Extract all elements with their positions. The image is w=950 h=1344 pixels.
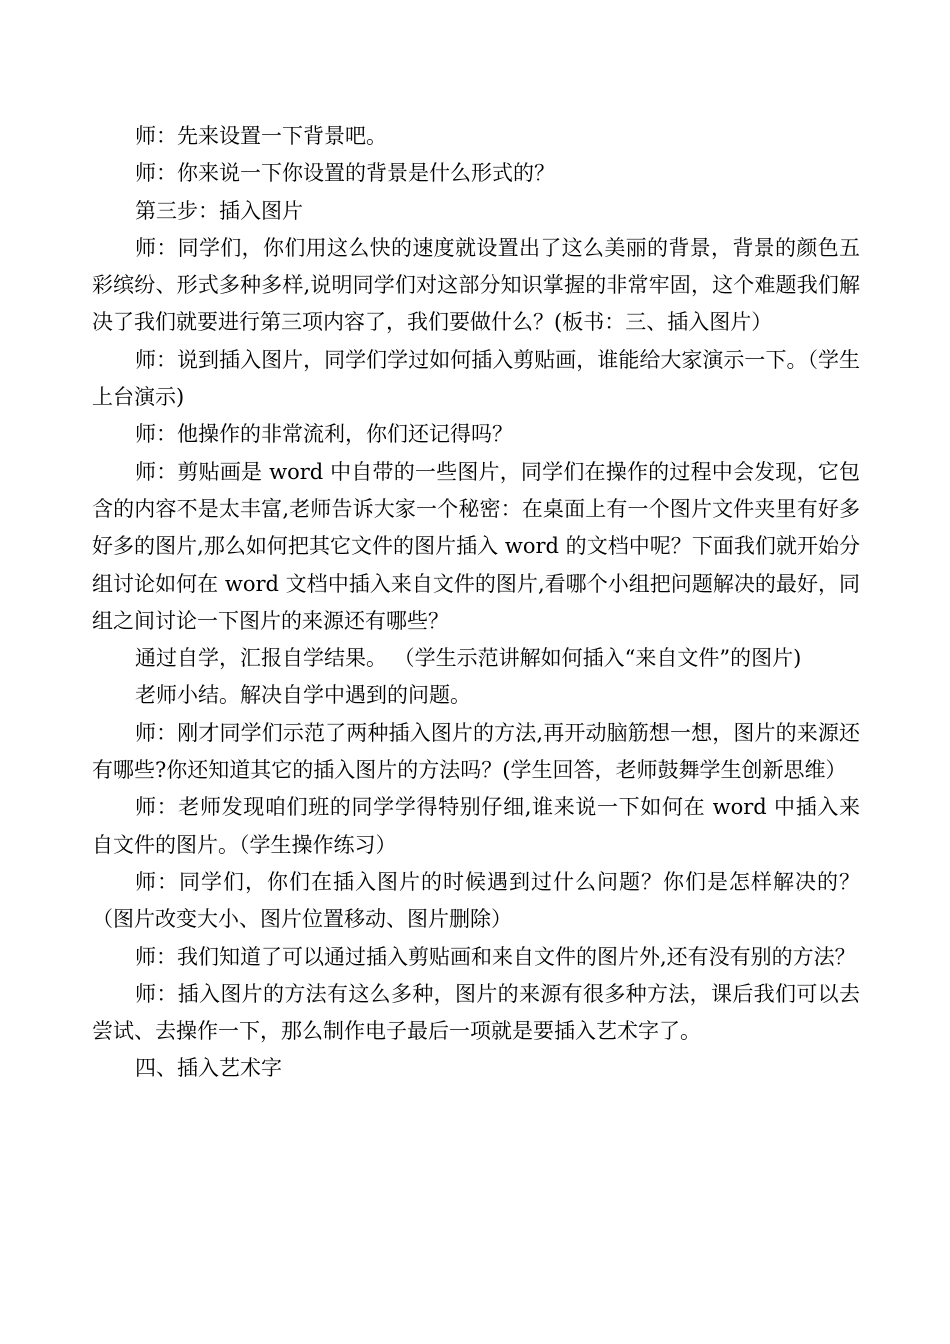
- paragraph: 师：老师发现咱们班的同学学得特别仔细,谁来说一下如何在 word 中插入来自文件的图片。（学生操作练习）: [92, 795, 860, 857]
- paragraph: 师：插入图片的方法有这么多种，图片的来源有很多种方法，课后我们可以去尝试、去操作一下，那么制作电子最后一项就是要插入艺术字了。: [92, 981, 860, 1044]
- section-heading: 四、插入艺术字: [135, 1056, 282, 1081]
- paragraph: 师：先来设置一下背景吧。: [135, 124, 387, 148]
- paragraph: 师：我们知道了可以通过插入剪贴画和来自文件的图片外,还有没有别的方法？: [135, 944, 856, 969]
- paragraph: 通过自学，汇报自学结果。 （学生示范讲解如何插入“来自文件”的图片): [135, 646, 802, 671]
- document-page: [92, 118, 860, 1088]
- paragraph: 老师小结。解决自学中遇到的问题。: [135, 683, 471, 708]
- paragraph: 师：同学们，你们用这么快的速度就设置出了这么美丽的背景，背景的颜色五彩缤纷、形式多种多样,说明同学们对这部分知识掌握的非常牢固，这个难题我们解决了我们就要进行第三项内容了，我们要做什么？(板书：三、插入图片）: [92, 235, 860, 335]
- paragraph: 师：同学们，你们在插入图片的时候遇到过什么问题？你们是怎样解决的？（图片改变大小、图片位置移动、图片删除）: [92, 869, 860, 932]
- paragraph: 师：剪贴画是 word 中自带的一些图片，同学们在操作的过程中会发现，它包含的内容不是太丰富,老师告诉大家一个秘密：在桌面上有一个图片文件夹里有好多好多的图片,那么如何把其它文件的图片插入 word 的文档中呢？下面我们就开始分组讨论如何在 word 文档中插入来自文件的图片,看哪个小组把问题解决的最好，同组之间讨论一下图片的来源还有哪些？: [92, 459, 860, 633]
- paragraph: 师：他操作的非常流利，你们还记得吗？: [135, 422, 513, 447]
- paragraph: 师：说到插入图片，同学们学过如何插入剪贴画，谁能给大家演示一下。（学生上台演示): [92, 347, 860, 410]
- paragraph: 师：刚才同学们示范了两种插入图片的方法,再开动脑筋想一想，图片的来源还有哪些?你还知道其它的插入图片的方法吗？(学生回答，老师鼓舞学生创新思维）: [92, 720, 860, 783]
- paragraph: 师：你来说一下你设置的背景是什么形式的？: [135, 161, 555, 186]
- section-heading: 第三步：插入图片: [135, 198, 303, 223]
